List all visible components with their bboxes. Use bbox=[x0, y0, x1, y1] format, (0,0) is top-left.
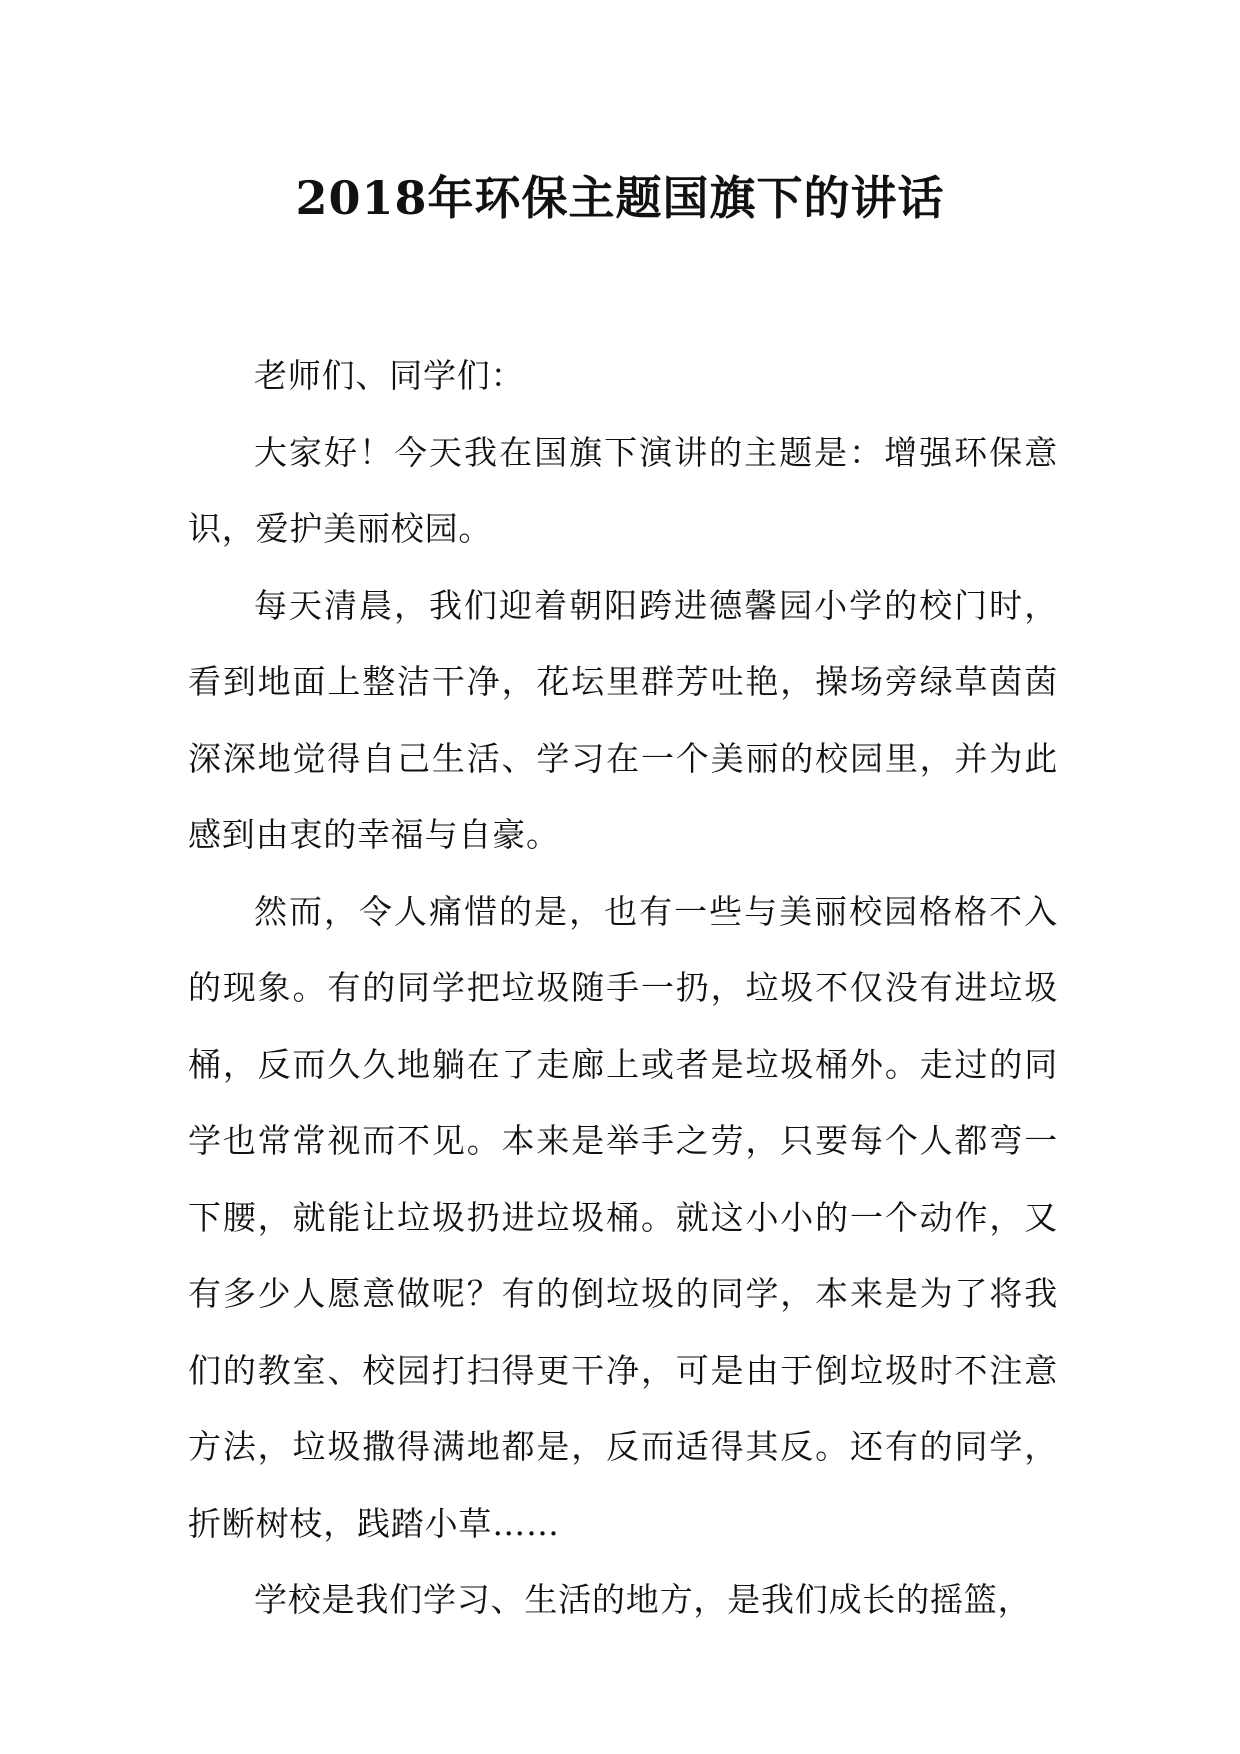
document-body bbox=[188, 338, 1058, 1639]
body-paragraph: 然而，令人痛惜的是，也有一些与美丽校园格格不入的现象。有的同学把垃圾随手一扔，垃圾不仅没有进垃圾桶，反而久久地躺在了走廊上或者是垃圾桶外。走过的同学也常常视而不见。本来是举手之劳，只要每个人都弯一下腰，就能让垃圾扔进垃圾桶。就这小小的一个动作，又有多少人愿意做呢？有的倒垃圾的同学，本来是为了将我们的教室、校园打扫得更干净，可是由于倒垃圾时不注意方法，垃圾撒得满地都是，反而适得其反。还有的同学，折断树枝，践踏小草…… bbox=[188, 891, 1058, 1543]
greeting-paragraph: 老师们、同学们： bbox=[254, 356, 525, 395]
body-paragraph: 学校是我们学习、生活的地方，是我们成长的摇篮， bbox=[254, 1580, 1032, 1619]
document-title: 2018年环保主题国旗下的讲话 bbox=[295, 171, 945, 225]
body-paragraph: 每天清晨，我们迎着朝阳跨进德馨园小学的校门时，看到地面上整洁干净，花坛里群芳吐艳，操场旁绿草茵茵深深地觉得自己生活、学习在一个美丽的校园里，并为此感到由衷的幸福与自豪。 bbox=[188, 585, 1058, 854]
body-paragraph: 大家好！今天我在国旗下演讲的主题是：增强环保意识，爱护美丽校园。 bbox=[188, 432, 1058, 548]
